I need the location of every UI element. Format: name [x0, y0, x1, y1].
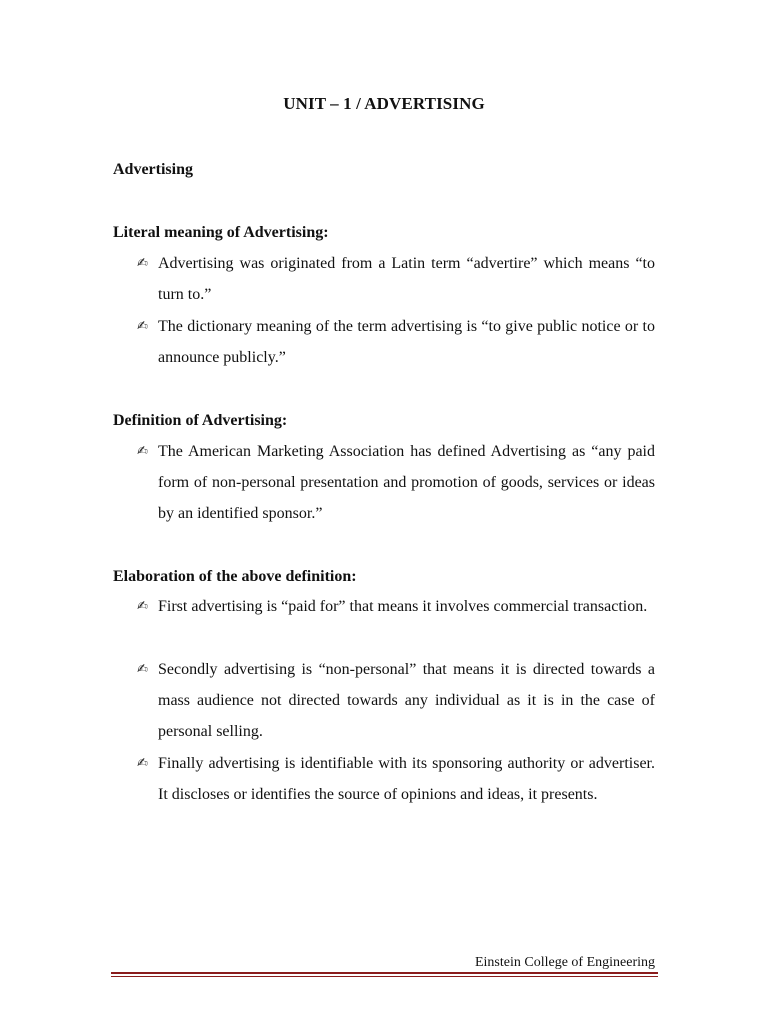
bullet-item — [137, 436, 655, 529]
bullet-item — [137, 591, 655, 622]
bullet-text: The American Marketing Association has defined Advertising as “any paid form of non-personal presentation and promotion of goods, services or ideas by an identified sponsor.” — [158, 443, 655, 522]
writing-hand-icon: ✍ — [137, 599, 148, 614]
bullet-text: First advertising is “paid for” that means it involves commercial transaction. — [158, 598, 648, 615]
writing-hand-icon: ✍ — [137, 444, 148, 459]
bullet-item — [137, 248, 655, 310]
bullet-text: Finally advertising is identifiable with its sponsoring authority or advertiser. It discloses or identifies the source of opinions and ideas, it presents. — [158, 755, 655, 803]
footer-rule — [111, 972, 658, 974]
page-title: UNIT – 1 / ADVERTISING — [283, 94, 485, 113]
bullet-item — [137, 654, 655, 747]
bullet-item — [137, 311, 655, 373]
writing-hand-icon: ✍ — [137, 756, 148, 771]
footer-institution: Einstein College of Engineering — [474, 955, 655, 970]
bullet-text: The dictionary meaning of the term advertising is “to give public notice or to announce publicly.” — [158, 318, 655, 366]
writing-hand-icon: ✍ — [137, 319, 148, 334]
bullet-item — [137, 748, 655, 810]
writing-hand-icon: ✍ — [137, 662, 148, 677]
bullet-text: Advertising was originated from a Latin term “advertire” which means “to turn to.” — [158, 255, 655, 303]
section-heading-definition: Definition of Advertising: — [113, 412, 288, 429]
section-heading-advertising: Advertising — [113, 161, 193, 178]
footer-rule — [111, 976, 658, 977]
writing-hand-icon: ✍ — [137, 256, 148, 271]
section-heading-literal-meaning: Literal meaning of Advertising: — [113, 224, 329, 241]
bullet-text: Secondly advertising is “non-personal” that means it is directed towards a mass audience not directed towards any individual as it is in the case of personal selling. — [158, 661, 655, 740]
section-heading-elaboration: Elaboration of the above definition: — [113, 568, 357, 585]
